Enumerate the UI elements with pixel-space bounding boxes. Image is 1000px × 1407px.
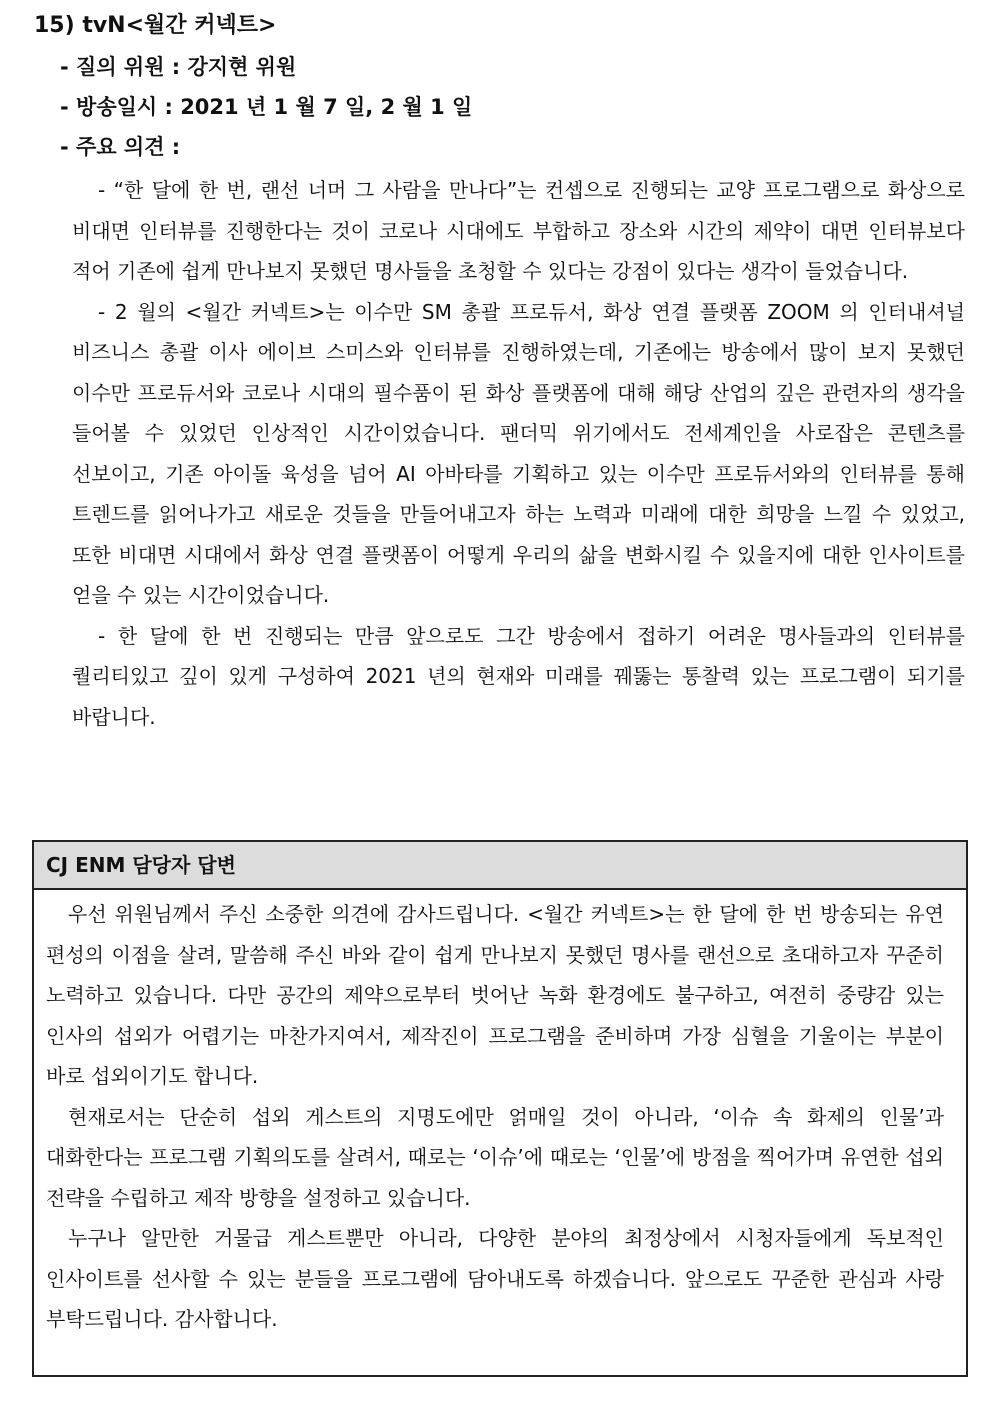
answer-paragraph: 누구나 알만한 거물급 게스트뿐만 아니라, 다양한 분야의 최정상에서 시청자들에게 독보적인 인사이트를 선사할 수 있는 분들을 프로그램에 담아내도록 하겠습니다. 앞으로도 꾸준한 관심과 사랑 부탁드립니다. 감사합니다. xyxy=(46,1226,944,1331)
opinion-paragraph: - 2 월의 <월간 커넥트>는 이수만 SM 총괄 프로듀서, 화상 연결 플랫폼 ZOOM 의 인터내셔널 비즈니스 총괄 이사 에이브 스미스와 인터뷰를 진행하였는데, 기존에는 방송에서 많이 보지 못했던 이수만 프로듀서와 코로나 시대의 필수품이 된 화상 플랫폼에 대해 해당 산업의 깊은 관련자의 생각을 들어볼 수 있었던 인상적인 시간이었습니다. 팬더믹 위기에서도 전세계인을 사로잡은 콘텐츠를 선보이고, 기존 아이돌 육성을 넘어 AI 아바타를 기획하고 있는 이수만 프로듀서와의 인터뷰를 통해 트렌드를 읽어나가고 새로운 것들을 만들어내고자 하는 노력과 미래에 대한 희망을 느낄 수 있었고, 또한 비대면 시대에서 화상 연결 플랫폼이 어떻게 우리의 삶을 변화시킬 수 있을지에 대한 인사이트를 얻을 수 있는 시간이었습니다. xyxy=(72,299,965,607)
opinion-paragraph: - 한 달에 한 번 진행되는 만큼 앞으로도 그간 방송에서 접하기 어려운 명사들과의 인터뷰를 퀄리티있고 깊이 있게 구성하여 2021 년의 현재와 미래를 꿰뚫는 통찰력 있는 프로그램이 되기를 바랍니다. xyxy=(72,623,965,729)
opinion-paragraph: - “한 달에 한 번, 랜선 너머 그 사람을 만나다”는 컨셉으로 진행되는 교양 프로그램으로 화상으로 비대면 인터뷰를 진행한다는 것이 코로나 시대에도 부합하고 장소와 시간의 제약이 대면 인터뷰보다 적어 기존에 쉽게 만나보지 못했던 명사들을 초청할 수 있다는 강점이 있다는 생각이 들었습니다. xyxy=(72,178,965,283)
answer-box xyxy=(32,840,968,1377)
section-heading: 15) tvN<월간 커넥트> xyxy=(34,13,277,38)
answer-title: CJ ENM 담당자 답변 xyxy=(34,842,966,890)
main-opinion-label: - 주요 의견 : xyxy=(60,135,181,159)
answer-body xyxy=(34,890,966,1340)
answer-paragraph: 우선 위원님께서 주신 소중한 의견에 감사드립니다. <월간 커넥트>는 한 달에 한 번 방송되는 유연 편성의 이점을 살려, 말씀해 주신 바와 같이 쉽게 만나보지 못했던 명사를 랜선으로 초대하고자 꾸준히 노력하고 있습니다. 다만 공간의 제약으로부터 벗어난 녹화 환경에도 불구하고, 여전히 중량감 있는 인사의 섭외가 어렵기는 마찬가지여서, 제작진이 프로그램을 준비하며 가장 심혈을 기울이는 부분이 바로 섭외이기도 합니다. xyxy=(46,902,944,1088)
opinion-body xyxy=(72,170,965,737)
answer-paragraph: 현재로서는 단순히 섭외 게스트의 지명도에만 얽매일 것이 아니라, ‘이슈 속 화제의 인물’과 대화한다는 프로그램 기획의도를 살려서, 때로는 ‘이슈’에 때로는 ‘인물’에 방점을 찍어가며 유연한 섭외 전략을 수립하고 제작 방향을 설정하고 있습니다. xyxy=(46,1104,944,1210)
questioner-line: - 질의 위원 : 강지현 위원 xyxy=(60,55,297,79)
broadcast-date-line: - 방송일시 : 2021 년 1 월 7 일, 2 월 1 일 xyxy=(60,95,473,119)
